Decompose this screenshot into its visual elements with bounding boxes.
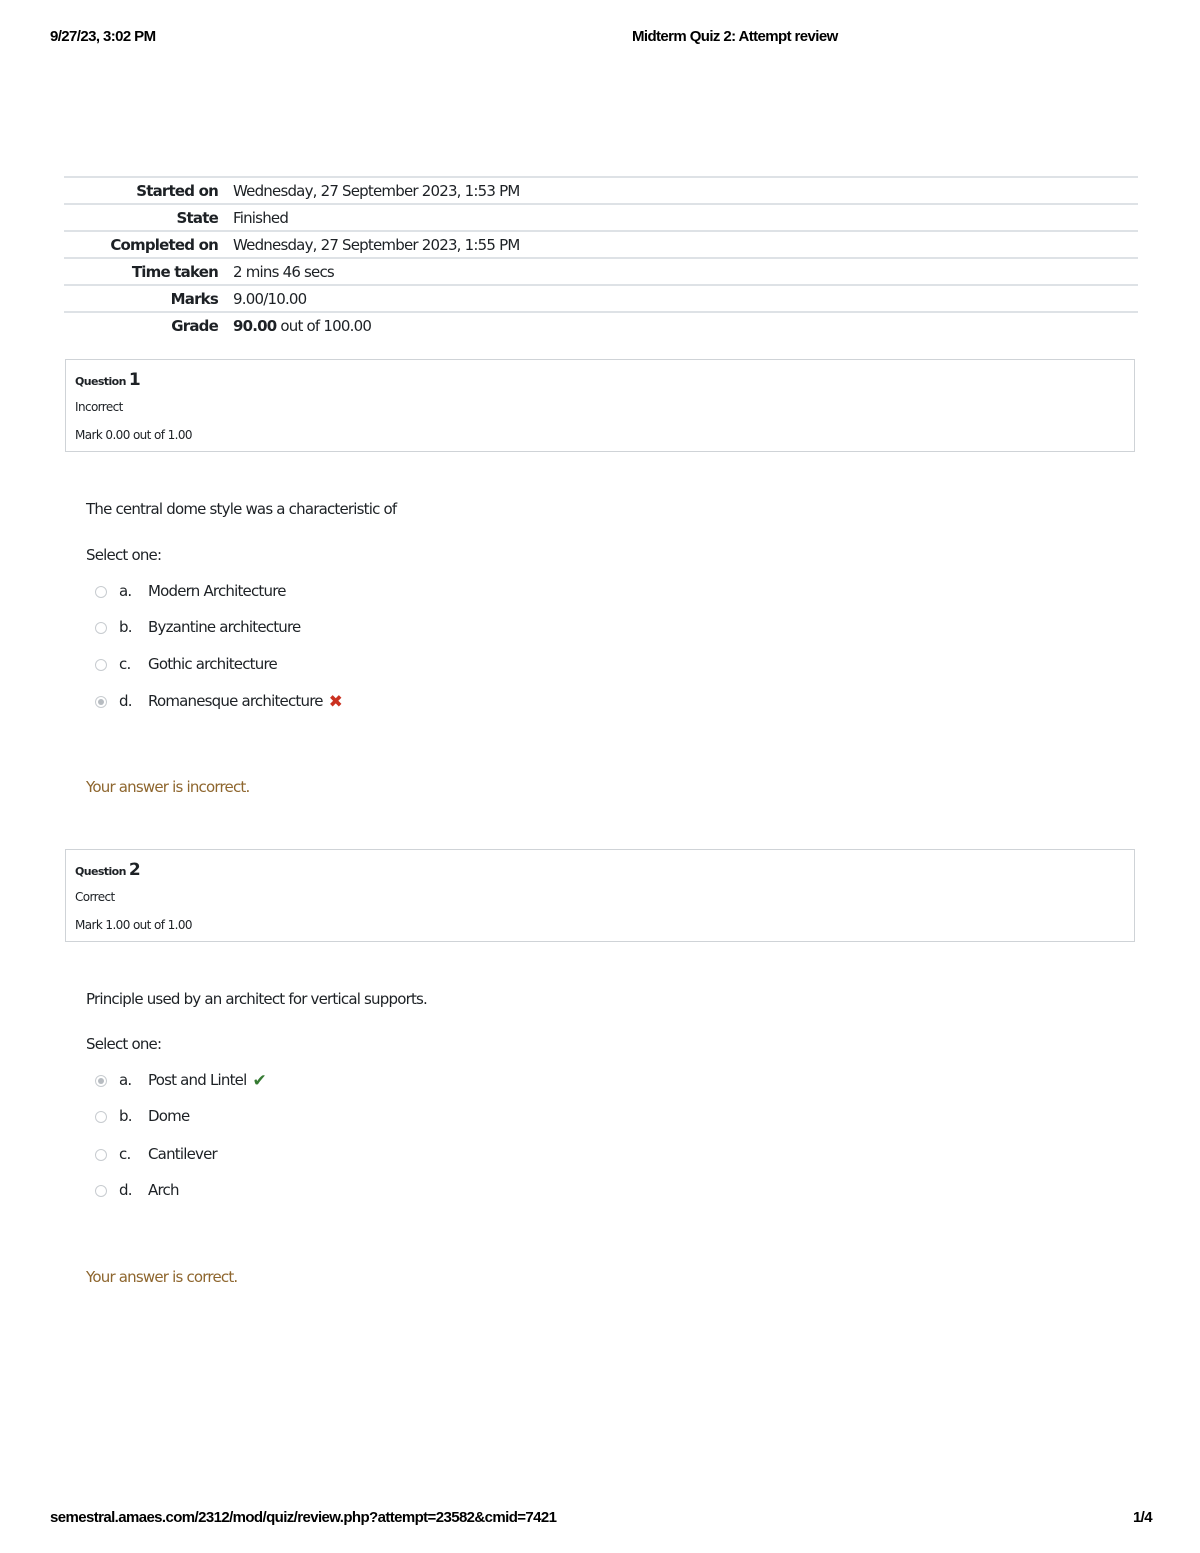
question-number: Question 1	[75, 370, 141, 390]
answer-text: Gothic architecture	[148, 655, 277, 673]
question-2-feedback: Your answer is correct.	[86, 1268, 238, 1286]
answer-text: Cantilever	[148, 1145, 217, 1163]
incorrect-x-icon: ✖	[328, 692, 343, 712]
summary-row-state	[64, 204, 1138, 231]
summary-row-marks	[64, 285, 1138, 312]
summary-value: Finished	[233, 208, 289, 227]
print-footer	[50, 1509, 1152, 1529]
radio-button[interactable]	[95, 622, 107, 634]
q2-answer-b[interactable]	[95, 1107, 695, 1135]
answer-text: Post and Lintel	[148, 1071, 247, 1089]
radio-button[interactable]	[95, 659, 107, 671]
question-2-info	[65, 849, 1135, 942]
radio-button[interactable]	[95, 1111, 107, 1123]
summary-label: State	[176, 208, 218, 227]
q1-answer-c[interactable]	[95, 655, 695, 683]
radio-button-checked[interactable]	[95, 696, 107, 708]
question-grade: Mark 0.00 out of 1.00	[75, 428, 192, 442]
summary-value: Wednesday, 27 September 2023, 1:53 PM	[233, 181, 520, 200]
answer-letter: a.	[119, 1071, 132, 1089]
answer-text: Dome	[148, 1107, 190, 1125]
question-2-text: Principle used by an architect for vertical supports.	[86, 990, 428, 1008]
summary-row-started	[64, 177, 1138, 204]
radio-button-checked[interactable]	[95, 1075, 107, 1087]
print-header	[50, 28, 1152, 48]
summary-row-time-taken	[64, 258, 1138, 285]
grade-rest: out of 100.00	[276, 316, 372, 335]
answer-text: Arch	[148, 1181, 179, 1199]
question-state: Correct	[75, 890, 115, 904]
answer-letter: c.	[119, 1145, 131, 1163]
q2-answer-c[interactable]	[95, 1145, 695, 1173]
question-1-prompt: Select one:	[86, 546, 162, 564]
summary-label: Time taken	[131, 262, 218, 281]
summary-value	[233, 312, 1138, 338]
question-1-text: The central dome style was a characteristic of	[86, 500, 397, 518]
question-number: Question 2	[75, 860, 141, 880]
answer-letter: d.	[119, 1181, 132, 1199]
summary-label: Completed on	[110, 235, 218, 254]
page-title: Midterm Quiz 2: Attempt review	[632, 28, 838, 45]
correct-check-icon: ✔	[252, 1071, 266, 1091]
answer-text: Byzantine architecture	[148, 618, 301, 636]
answer-letter: b.	[119, 618, 132, 636]
attempt-summary-table	[64, 176, 1138, 338]
radio-button[interactable]	[95, 1149, 107, 1161]
answer-letter: a.	[119, 582, 132, 600]
page-number: 1/4	[1132, 1509, 1152, 1526]
page-url: semestral.amaes.com/2312/mod/quiz/review.php?attempt=23582&cmid=7421	[50, 1509, 557, 1526]
summary-row-grade	[64, 312, 1138, 338]
answer-letter: d.	[119, 692, 132, 710]
answer-letter: c.	[119, 655, 131, 673]
summary-value: Wednesday, 27 September 2023, 1:55 PM	[233, 235, 520, 254]
q1-answer-d[interactable]	[95, 692, 695, 720]
summary-row-completed	[64, 231, 1138, 258]
summary-value: 9.00/10.00	[233, 289, 307, 308]
question-1-feedback: Your answer is incorrect.	[86, 778, 250, 796]
summary-label: Grade	[171, 316, 218, 335]
answer-text: Modern Architecture	[148, 582, 286, 600]
radio-button[interactable]	[95, 1185, 107, 1197]
question-1-info	[65, 359, 1135, 452]
summary-value: 2 mins 46 secs	[233, 262, 334, 281]
summary-label: Started on	[136, 181, 218, 200]
answer-letter: b.	[119, 1107, 132, 1125]
q2-answer-a[interactable]	[95, 1071, 695, 1099]
q1-answer-b[interactable]	[95, 618, 695, 646]
summary-label: Marks	[170, 289, 218, 308]
question-state: Incorrect	[75, 400, 123, 414]
q2-answer-d[interactable]	[95, 1181, 695, 1209]
radio-button[interactable]	[95, 586, 107, 598]
print-date: 9/27/23, 3:02 PM	[50, 28, 156, 45]
q1-answer-a[interactable]	[95, 582, 695, 610]
answer-text: Romanesque architecture	[148, 692, 323, 710]
question-2-prompt: Select one:	[86, 1035, 162, 1053]
question-grade: Mark 1.00 out of 1.00	[75, 918, 192, 932]
grade-value: 90.00	[233, 316, 277, 335]
